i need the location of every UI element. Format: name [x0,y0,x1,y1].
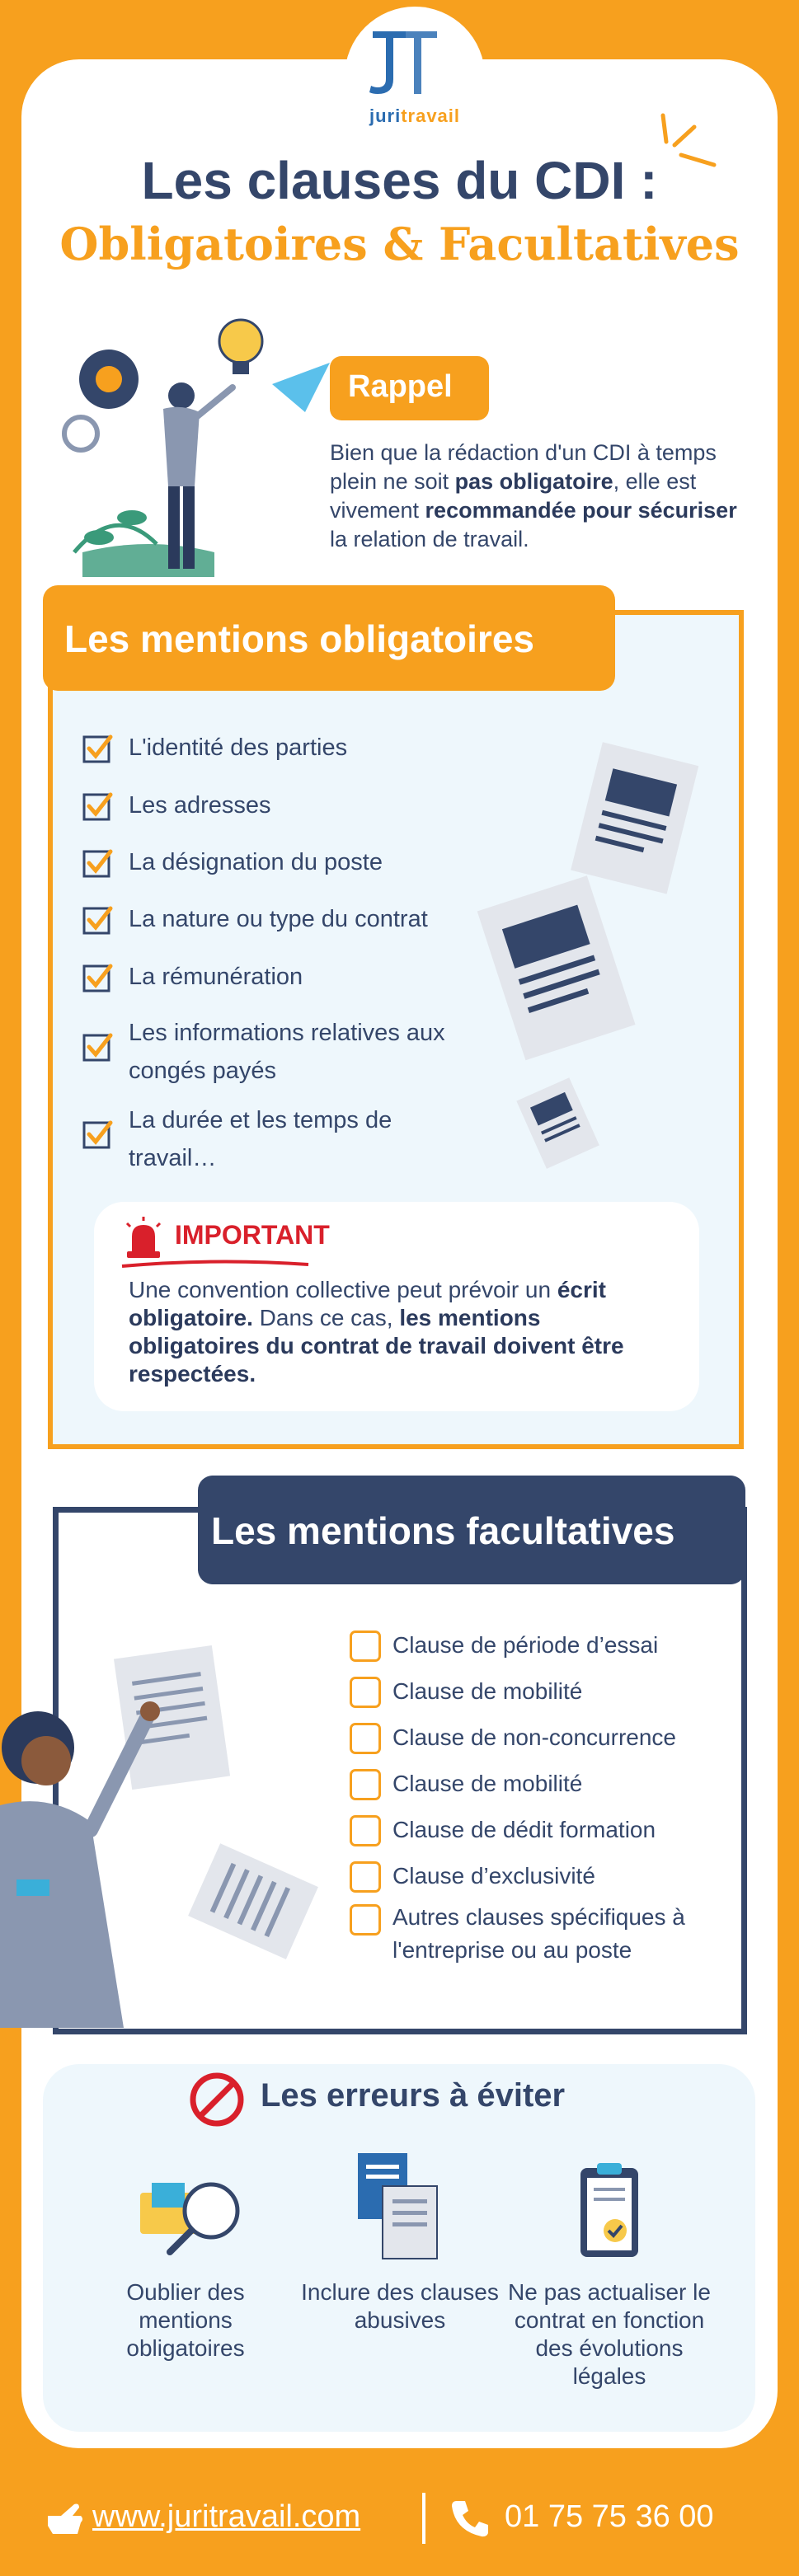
phone-icon [450,2498,491,2539]
checkbox-empty-icon [350,1769,381,1800]
page-subtitle: Obligatoires & Facultatives [59,218,740,270]
page-title: Les clauses du CDI : [141,151,658,210]
documents-icon [346,2148,454,2264]
error-item: Inclure des clauses abusives [301,2279,499,2333]
checkbox-checked-icon [82,1032,114,1063]
documents-illustration [470,734,726,1179]
mandatory-mentions-heading: Les mentions obligatoires [43,585,615,691]
error-item: Oublier des mentions obligatoires [126,2279,245,2361]
alarm-siren-icon [120,1215,167,1261]
checkbox-checked-icon [82,848,114,880]
checkbox-checked-icon [82,905,114,936]
checkbox-empty-icon [350,1723,381,1754]
logo-wordmark: juritravail [369,106,461,126]
checkbox-checked-icon [82,963,114,994]
error-item: Ne pas actualiser le contrat en fonction des évolutions légales [508,2279,711,2389]
underline-stroke [120,1258,310,1269]
website-link[interactable]: www.juritravail.com [92,2499,361,2534]
rappel-text: Bien que la rédaction d'un CDI à temps plein ne soit pas obligatoire, elle est vivement recommandée pour sécuriser la relation de travail. [330,440,737,551]
clipboard-check-icon [572,2158,646,2260]
checkbox-empty-icon [350,1904,381,1936]
checkbox-empty-icon [350,1631,381,1662]
prohibited-icon [188,2071,246,2128]
checkbox-empty-icon [350,1861,381,1893]
man-papers-illustration [0,1616,346,2036]
errors-heading: Les erreurs à éviter [261,2077,566,2114]
optional-mentions-heading: Les mentions facultatives [198,1476,745,1584]
important-text: Une convention collective peut prévoir un écrit obligatoire. Dans ce cas, les mentions obligatoires du contrat de travail doivent être respectées. [129,1277,624,1387]
checkbox-empty-icon [350,1815,381,1846]
rappel-badge: Rappel [330,356,489,420]
pointer-hand-icon [45,2501,84,2537]
checkbox-checked-icon [82,1119,114,1151]
checkbox-empty-icon [350,1677,381,1708]
checkbox-checked-icon [82,791,114,823]
woman-idea-illustration [58,305,330,594]
phone-number[interactable]: 01 75 75 36 00 [505,2499,714,2534]
juritravail-logo [366,25,440,99]
checkbox-checked-icon [82,734,114,765]
footer-divider [422,2493,425,2544]
important-label: IMPORTANT [175,1220,330,1250]
folder-magnifier-icon [132,2160,247,2259]
